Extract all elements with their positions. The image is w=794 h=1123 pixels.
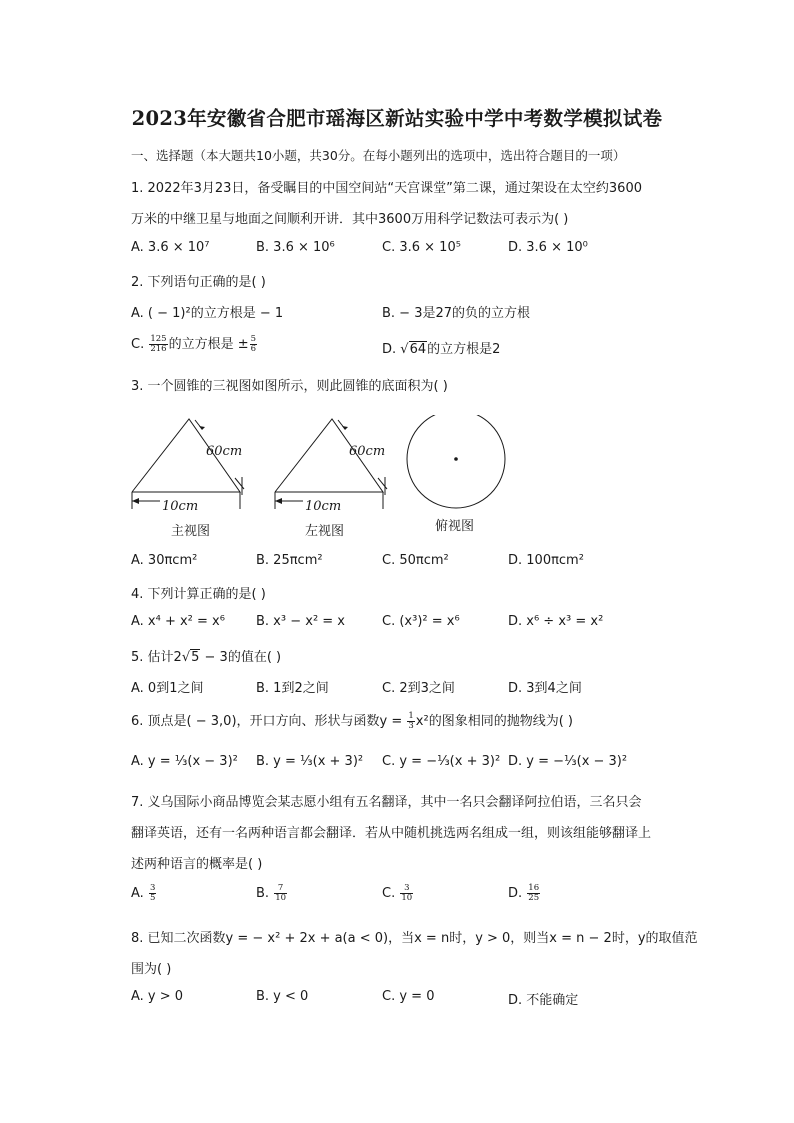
front-view-slant-label: 60cm: [206, 444, 243, 459]
q7-stem-line1: 7. 义乌国际小商品博览会某志愿小组有五名翻译，其中一名只会翻译阿拉伯语，三名只会: [131, 795, 642, 810]
q8-option-c: C. y = 0: [382, 989, 435, 1004]
exam-title: 2023年安徽省合肥市瑶海区新站实验中学中考数学模拟试卷: [131, 107, 663, 130]
q3-stem: 3. 一个圆锥的三视图如图所示，则此圆锥的底面积为( ): [131, 379, 448, 394]
q2-option-b: B. − 3是27的负的立方根: [382, 306, 531, 321]
q7-option-d: D. $\frac{16}{25}$: [508, 883, 540, 903]
q7-stem-line2: 翻译英语，还有一名两种语言都会翻译．若从中随机挑选两名组成一组，则该组能够翻译上: [131, 826, 652, 841]
q8-option-d: D. 不能确定: [508, 993, 579, 1008]
q6-stem: 6. 顶点是( − 3,0)，开口方向、形状与函数y = $\frac{1}{3}$ x²的图象相同的抛物线为( ): [131, 711, 573, 731]
q4-option-b: B. x³ − x² = x: [256, 614, 346, 629]
q7-option-c: C. $\frac{3}{10}$: [382, 883, 413, 903]
q3-option-c: C. 50πcm²: [382, 553, 449, 568]
q8-option-b: B. y < 0: [256, 989, 309, 1004]
q5-option-a: A. 0到1之间: [131, 681, 204, 696]
q4-option-c: C. (x³)² = x⁶: [382, 614, 460, 629]
q5-option-b: B. 1到2之间: [256, 681, 329, 696]
q1-stem-line1: 1. 2022年3月23日，备受瞩目的中国空间站“天宫课堂”第二课，通过架设在太空约3600: [131, 181, 642, 196]
q4-stem: 4. 下列计算正确的是( ): [131, 587, 266, 602]
q7-stem-line3: 述两种语言的概率是( ): [131, 857, 263, 872]
front-view-base-label: 10cm: [162, 499, 199, 514]
side-view-base-label: 10cm: [305, 499, 342, 514]
q5-option-c: C. 2到3之间: [382, 681, 455, 696]
q6-option-d: D. y = −⅓(x − 3)²: [508, 754, 628, 769]
q7-option-a: A. $\frac{3}{5}$: [131, 883, 156, 903]
q1-stem-line2: 万米的中继卫星与地面之间顺利开讲．其中3600万用科学记数法可表示为( ): [131, 212, 569, 227]
q3-option-b: B. 25πcm²: [256, 553, 323, 568]
q2-c-pm-fraction: $\frac{5}{6}$: [250, 334, 257, 354]
q6-fraction: $\frac{1}{3}$: [408, 711, 414, 731]
side-view-triangle: [275, 419, 387, 509]
top-view-center: [454, 457, 458, 461]
q3-option-a: A. 30πcm²: [131, 553, 198, 568]
q6-option-c: C. y = −⅓(x + 3)²: [382, 754, 501, 769]
sqrt-symbol: √5: [181, 650, 200, 665]
top-view-caption: 俯视图: [435, 519, 475, 534]
q8-option-a: A. y > 0: [131, 989, 184, 1004]
q2-option-c: C. $\frac{125}{216}$ 的立方根是 ± $\frac{5}{6}$: [131, 334, 257, 354]
q2-stem: 2. 下列语句正确的是( ): [131, 275, 266, 290]
q1-option-b: B. 3.6 × 10⁶: [256, 240, 335, 255]
section-heading: 一、选择题（本大题共10小题，共30分。在每小题列出的选项中，选出符合题目的一项）: [131, 148, 626, 163]
q1-option-c: C. 3.6 × 10⁵: [382, 240, 461, 255]
sqrt-symbol: √64: [400, 342, 427, 357]
q1-option-a: A. 3.6 × 10⁷: [131, 240, 210, 255]
front-view-caption: 主视图: [171, 524, 211, 539]
q6-option-b: B. y = ⅓(x + 3)²: [256, 754, 364, 769]
q7-option-b: B. $\frac{7}{10}$: [256, 883, 287, 903]
q8-stem-line2: 围为( ): [131, 962, 172, 977]
front-view-triangle: [132, 419, 244, 509]
side-view-caption: 左视图: [305, 524, 345, 539]
q8-stem-line1: 8. 已知二次函数y = − x² + 2x + a(a < 0)，当x = n时，y > 0，则当x = n − 2时，y的取值范: [131, 931, 698, 946]
q2-c-fraction: $\frac{125}{216}$: [150, 334, 167, 354]
q2-option-d: D. √64的立方根是2: [382, 342, 501, 357]
q6-option-a: A. y = ⅓(x − 3)²: [131, 754, 238, 769]
q5-stem: 5. 估计2√5 − 3的值在( ): [131, 650, 282, 665]
side-view-slant-label: 60cm: [349, 444, 386, 459]
q4-option-d: D. x⁶ ÷ x³ = x²: [508, 614, 604, 629]
q1-option-d: D. 3.6 × 10⁰: [508, 240, 588, 255]
top-view-circle: [407, 415, 505, 508]
q2-option-a: A. ( − 1)²的立方根是 − 1: [131, 306, 284, 321]
q4-option-a: A. x⁴ + x² = x⁶: [131, 614, 225, 629]
q3-option-d: D. 100πcm²: [508, 553, 584, 568]
q5-option-d: D. 3到4之间: [508, 681, 582, 696]
